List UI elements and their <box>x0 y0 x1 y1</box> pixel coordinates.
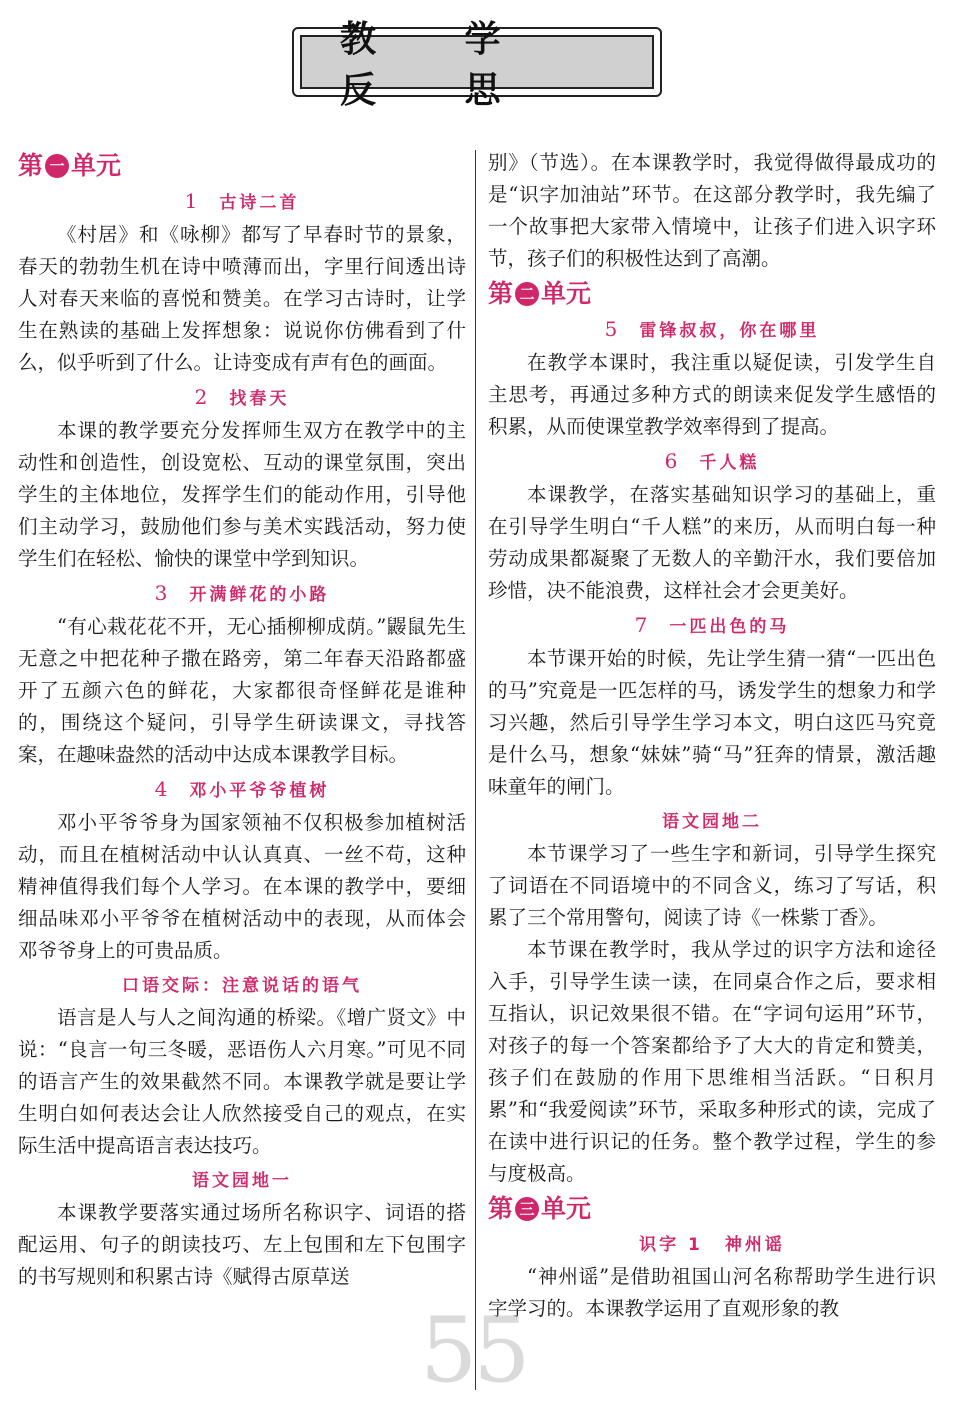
lesson-title: 邓小平爷爷植树 <box>189 781 330 801</box>
lesson-heading <box>18 1164 466 1197</box>
lesson-paragraph: 本课教学要落实通过场所名称识字、词语的搭配运用、句子的朗读技巧、左上包围和左下包围字的书写规则和积累古诗《赋得古原草送 <box>18 1201 466 1288</box>
lesson-number: 识字 1 <box>639 1235 703 1255</box>
lesson-heading <box>488 805 936 838</box>
unit-prefix: 第 <box>488 279 514 308</box>
lesson-number: 3 <box>154 581 168 605</box>
right-column <box>488 147 936 1325</box>
lesson-paragraph: 本节课开始的时候，先让学生猜一猜“一匹出色的马”究竟是一匹怎样的马，诱发学生的想象力和学习兴趣，然后引导学生学习本文，明白这匹马究竟是什么马，想象“妹妹”骑“马”狂奔的情景，激活趣味童年的闸门。 <box>488 647 936 798</box>
unit-suffix: 单元 <box>541 279 592 308</box>
lesson-title: 千人糕 <box>699 453 760 473</box>
lesson-number: 6 <box>664 449 678 473</box>
lesson-heading <box>488 1228 936 1261</box>
lesson-paragraph: 本课教学，在落实基础知识学习的基础上，重在引导学生明白“千人糕”的来历，从而明白每一种劳动成果都凝聚了无数人的辛勤汗水，我们要倍加珍惜，决不能浪费，这样社会才会更美好。 <box>488 483 936 602</box>
lesson-heading <box>488 609 936 643</box>
lesson-number: 7 <box>634 613 648 637</box>
lesson-heading <box>488 445 936 479</box>
lesson-title: 开满鲜花的小路 <box>189 585 330 605</box>
lesson-number: 1 <box>184 189 198 213</box>
lesson-paragraph: 在教学本课时，我注重以疑促读，引发学生自主思考，再通过多种方式的朗读来促发学生感悟的积累，从而使课堂教学效率得到了提高。 <box>488 351 936 438</box>
lesson-number: 4 <box>154 777 168 801</box>
lesson-title: 口语交际：注意说话的语气 <box>122 976 362 996</box>
unit-suffix: 单元 <box>71 151 122 180</box>
lesson-heading <box>18 381 466 415</box>
lesson-paragraph: 邓小平爷爷身为国家领袖不仅积极参加植树活动，而且在植树活动中认认真真、一丝不苟，这种精神值得我们每个人学习。在本课的教学中，要细细品味邓小平爷爷在植树活动中的表现，从而体会邓爷爷身上的可贵品质。 <box>18 811 466 962</box>
lesson-title: 语文园地一 <box>192 1171 292 1191</box>
lesson-title: 古诗二首 <box>219 193 300 213</box>
unit-prefix: 第 <box>488 1194 514 1223</box>
lesson-paragraph: 本节课在教学时，我从学过的识字方法和途径入手，引导学生读一读，在同桌合作之后，要求相互指认，识记效果很不错。在“字词句运用”环节，对孩子的每一个答案都给予了大大的肯定和赞美，孩子们在鼓励的作用下思维相当活跃。“日积月累”和“我爱阅读”环节，采取多种形式的读，完成了在读中进行识记的任务。整个教学过程，学生的参与度极高。 <box>488 938 936 1185</box>
lesson-title: 语文园地二 <box>662 812 762 832</box>
lesson-title: 雷锋叔叔，你在哪里 <box>639 321 820 341</box>
unit-prefix: 第 <box>18 151 44 180</box>
lesson-paragraph: “有心栽花花不开，无心插柳柳成荫。”鼹鼠先生无意之中把花种子撒在路旁，第二年春天沿路都盛开了五颜六色的鲜花，大家都很奇怪鲜花是谁种的，围绕这个疑问，引导学生研读课文，寻找答案，在趣味盎然的活动中达成本课教学目标。 <box>18 615 466 766</box>
lesson-paragraph-continued: 别》（节选）。在本课教学时，我觉得做得最成功的是“识字加油站”环节。在这部分教学时，我先编了一个故事把大家带入情境中，让孩子们进入识字环节，孩子们的积极性达到了高潮。 <box>488 151 936 270</box>
lesson-paragraph: 《村居》和《咏柳》都写了早春时节的景象，春天的勃勃生机在诗中喷薄而出，字里行间透出诗人对春天来临的喜悦和赞美。在学习古诗时，让学生在熟读的基础上发挥想象：说说你仿佛看到了什么，似乎听到了什么。让诗变成有声有色的画面。 <box>18 223 466 374</box>
unit-number-badge: 一 <box>45 154 69 178</box>
page-number: 55 <box>420 1298 527 1403</box>
unit-heading-1 <box>18 149 466 183</box>
column-divider <box>475 150 476 1390</box>
lesson-title: 找春天 <box>229 389 290 409</box>
lesson-paragraph: 语言是人与人之间沟通的桥梁。《增广贤文》中说：“良言一句三冬暖，恶语伤人六月寒。”可见不同的语言产生的效果截然不同。本课教学就是要让学生明白如何表达会让人欣然接受自己的观点，在实际生活中提高语言表达技巧。 <box>18 1006 466 1157</box>
lesson-number: 5 <box>604 317 618 341</box>
lesson-heading <box>18 773 466 807</box>
lesson-heading <box>488 313 936 347</box>
title-banner-inner <box>300 19 654 111</box>
lesson-title: 神州谣 <box>724 1235 785 1255</box>
lesson-paragraph: 本课的教学要充分发挥师生双方在教学中的主动性和创造性，创设宽松、互动的课堂氛围，突出学生的主体地位，发挥学生们的能动作用，引导他们主动学习，鼓励他们参与美术实践活动，努力使学生们在轻松、愉快的课堂中学到知识。 <box>18 419 466 570</box>
unit-number-badge: 三 <box>515 1197 539 1221</box>
lesson-paragraph: “神州谣”是借助祖国山河名称帮助学生进行识字学习的。本课教学运用了直观形象的教 <box>488 1265 936 1320</box>
lesson-title: 一匹出色的马 <box>669 617 790 637</box>
unit-number-badge: 二 <box>515 282 539 306</box>
left-column <box>18 147 466 1293</box>
lesson-heading <box>18 969 466 1002</box>
unit-suffix: 单元 <box>541 1194 592 1223</box>
page-title: 教 学 反 思 <box>340 19 539 111</box>
unit-heading-3 <box>488 1192 936 1226</box>
title-banner <box>292 19 662 111</box>
lesson-paragraph: 本节课学习了一些生字和新词，引导学生探究了词语在不同语境中的不同含义，练习了写话，积累了三个常用警句，阅读了诗《一株紫丁香》。 <box>488 842 936 929</box>
lesson-heading <box>18 185 466 219</box>
lesson-heading <box>18 577 466 611</box>
lesson-number: 2 <box>194 385 208 409</box>
unit-heading-2 <box>488 277 936 311</box>
